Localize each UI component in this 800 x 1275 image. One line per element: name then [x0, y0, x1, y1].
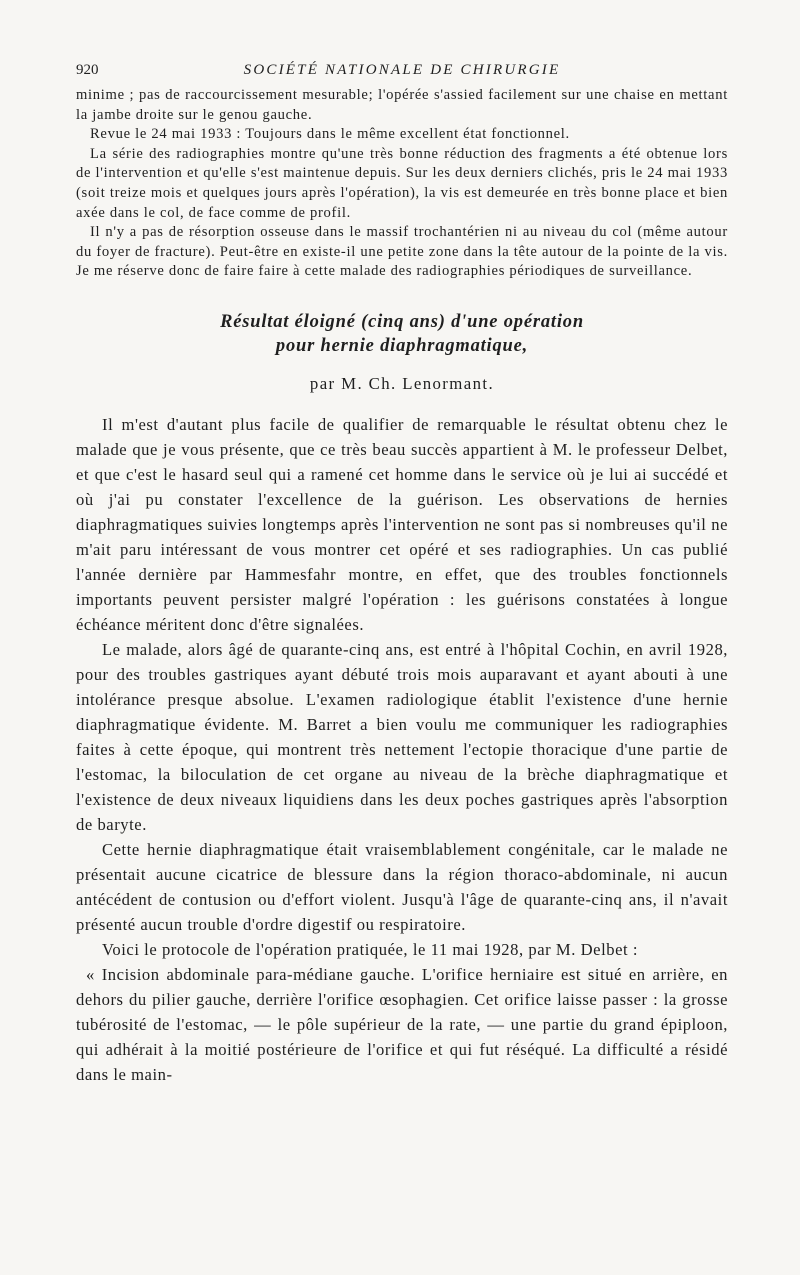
article-title-line-2: pour hernie diaphragmatique, — [275, 335, 529, 356]
paragraph: Il m'est d'autant plus facile de qualifier de remarquable le résultat obtenu chez le malade que je vous présente, que ce très beau succès appartient à M. le professeur Delbet, et que c'est le hasard seul qui a ramené cet homme dans le service où je lui ai succédé et où j'ai pu constater l'excellence de la guérison. Les observations de hernies diaphragmatiques suivies longtemps après l'intervention ne sont pas si nombreuses qu'il ne m'ait paru intéressant de vous montrer cet opéré et ses radiographies. Un cas publié l'année dernière par Hammesfahr montre, en effet, que des troubles fonctionnels importants peuvent persister malgré l'opération : les guérisons constatées à longue échéance méritent donc d'être signalées. — [76, 414, 728, 634]
paragraph: Il n'y a pas de résorption osseuse dans le massif trochantérien ni au niveau du col (même autour du foyer de fracture). Peut-être en existe-il une petite zone dans la tête autour de la pointe de la vis. Je me réserve donc de faire faire à cette malade des radiographies périodiques de surveillance. — [76, 224, 728, 280]
paragraph: Le malade, alors âgé de quarante-cinq ans, est entré à l'hôpital Cochin, en avril 1928, pour des troubles gastriques ayant débuté trois mois auparavant et ayant abouti à une intolérance presque absolue. L'examen radiologique établit l'existence d'une hernie diaphragmatique évidente. M. Barret a bien voulu me communiquer les radiographies faites à cette époque, qui montrent très nettement l'ectopie thoracique d'une partie de l'estomac, la biloculation de cet organe au niveau de la brèche diaphragmatique et l'existence de deux niveaux liquidiens dans les deux poches gastriques après l'absorption de baryte. — [76, 639, 728, 834]
operation-report-quote: « Incision abdominale para-médiane gauche. L'orifice herniaire est situé en arrière, en dehors du pilier gauche, derrière l'orifice œsophagien. Cet orifice laisse passer : la grosse tubérosité de l'estomac, — le pôle supérieur de la rate, — une partie du grand épiploon, qui adhérait à la moitié postérieure de l'orifice et qui fut réséqué. La difficulté a résidé dans le main- — [76, 964, 728, 1084]
paragraph: La série des radiographies montre qu'une très bonne réduction des fragments a été obtenue lors de l'intervention et qu'elle s'est maintenue depuis. Sur les deux derniers clichés, pris le 24 mai 1933 (soit treize mois et quelques jours après l'opération), la vis est demeurée en très bonne place et bien axée dans le col, de face comme de profil. — [76, 145, 728, 221]
paragraph: Cette hernie diaphragmatique était vraisemblablement congénitale, car le malade ne présentait aucune cicatrice de blessure dans la région thoraco-abdominale, ni aucun antécédent de contusion ou d'effort violent. Jusqu'à l'âge de quarante-cinq ans, il n'avait présenté aucun trouble d'ordre digestif ou respiratoire. — [76, 839, 728, 934]
article-title-line-1: Résultat éloigné (cinq ans) d'une opération — [220, 311, 584, 332]
paragraph: Revue le 24 mai 1933 : Toujours dans le même excellent état fonctionnel. — [90, 126, 570, 143]
page — [76, 62, 728, 1087]
article-title — [76, 310, 728, 358]
article-author: par M. Ch. Lenormant. — [309, 373, 495, 393]
paragraph: Voici le protocole de l'opération pratiquée, le 11 mai 1928, par M. Delbet : — [102, 939, 639, 959]
paragraph: minime ; pas de raccourcissement mesurable; l'opérée s'assied facilement sur une chaise en mettant la jambe droite sur le genou gauche. — [76, 87, 728, 123]
previous-article-continuation — [76, 86, 728, 282]
running-head — [76, 62, 728, 86]
page-number: 920 — [76, 62, 99, 78]
article-body — [76, 412, 728, 1087]
running-title: SOCIÉTÉ NATIONALE DE CHIRURGIE — [243, 62, 561, 78]
